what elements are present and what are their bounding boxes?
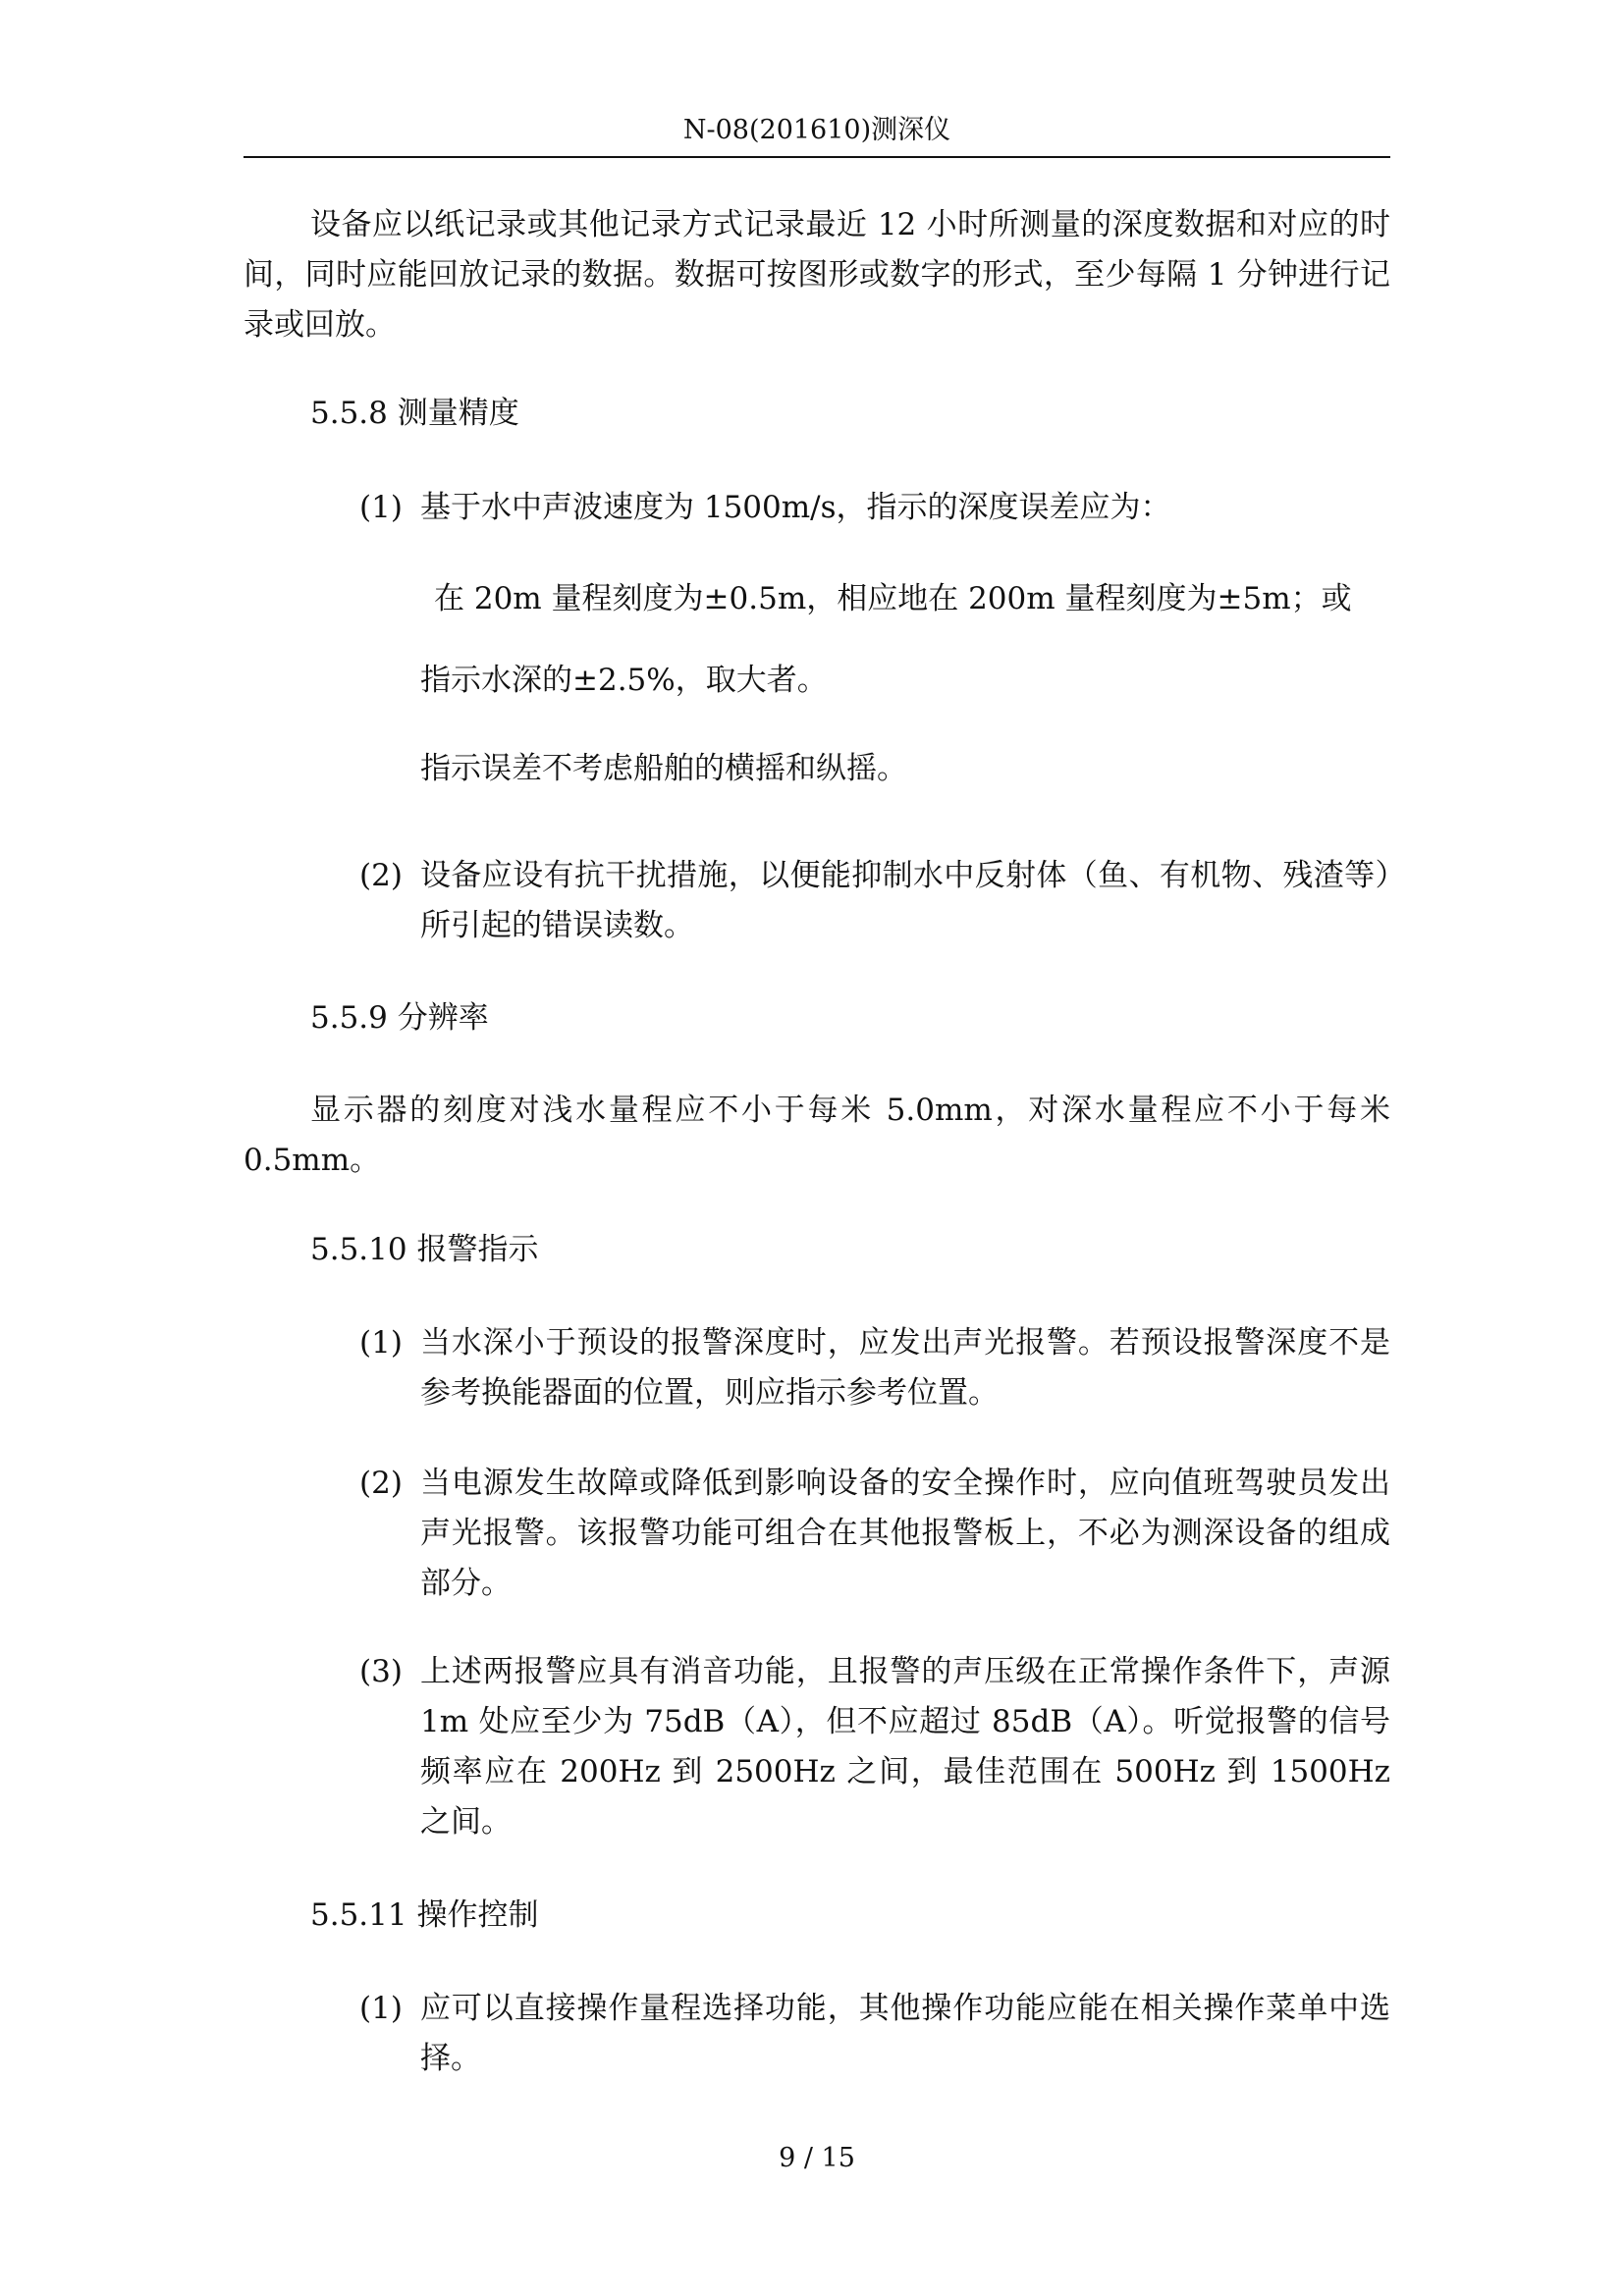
list-item-text: 应可以直接操作量程选择功能，其他操作功能应能在相关操作菜单中选择。	[420, 1991, 1390, 2076]
list-item-number: (2)	[359, 1466, 403, 1501]
list-item-5-5-8-2	[359, 851, 1390, 951]
section-heading-5-5-11: 5.5.11 操作控制	[310, 1897, 539, 1933]
intro-paragraph: 设备应以纸记录或其他记录方式记录最近 12 小时所测量的深度数据和对应的时间，同时应能回放记录的数据。数据可按图形或数字的形式，至少每隔 1 分钟进行记录或回放。	[244, 207, 1390, 343]
list-item-text: 上述两报警应具有消音功能，且报警的声压级在正常操作条件下，声源 1m 处应至少为 75dB（A），但不应超过 85dB（A）。听觉报警的信号频率应在 200Hz 到 2500Hz 之间，最佳范围在 500Hz 到 1500Hz 之间。	[420, 1654, 1390, 1840]
list-item-text: 设备应设有抗干扰措施，以便能抑制水中反射体（鱼、有机物、残渣等）所引起的错误读数。	[420, 858, 1390, 943]
list-item-5-5-10-1	[359, 1318, 1390, 1418]
page-header-title: N-08(201610)测深仪	[682, 115, 951, 145]
resolution-paragraph: 显示器的刻度对浅水量程应不小于每米 5.0mm，对深水量程应不小于每米 0.5mm。	[244, 1093, 1390, 1178]
list-item-5-5-8-1	[359, 483, 1390, 533]
list-item-text: 基于水中声波速度为 1500m/s，指示的深度误差应为：	[420, 490, 1171, 525]
list-item-text: 当水深小于预设的报警深度时，应发出声光报警。若预设报警深度不是参考换能器面的位置，则应指示参考位置。	[420, 1325, 1390, 1411]
section-heading-5-5-10: 5.5.10 报警指示	[310, 1232, 539, 1267]
list-item-number: (2)	[359, 858, 403, 893]
accuracy-line-2: 指示水深的±2.5%，取大者。	[420, 663, 828, 698]
section-heading-5-5-8: 5.5.8 测量精度	[310, 396, 519, 431]
list-item-number: (1)	[359, 490, 403, 525]
list-item-5-5-10-2	[359, 1459, 1390, 1609]
list-item-5-5-10-3	[359, 1647, 1390, 1847]
list-item-number: (3)	[359, 1654, 403, 1689]
list-item-5-5-11-1	[359, 1984, 1390, 2084]
page-number: 9 / 15	[779, 2143, 855, 2173]
accuracy-line-1: 在 20m 量程刻度为±0.5m，相应地在 200m 量程刻度为±5m；或	[434, 581, 1352, 616]
accuracy-line-3: 指示误差不考虑船舶的横摇和纵摇。	[420, 751, 907, 786]
section-heading-5-5-9: 5.5.9 分辨率	[310, 1000, 489, 1036]
list-item-number: (1)	[359, 1991, 403, 2026]
header-divider	[244, 156, 1390, 158]
list-item-number: (1)	[359, 1325, 403, 1361]
list-item-text: 当电源发生故障或降低到影响设备的安全操作时，应向值班驾驶员发出声光报警。该报警功能可组合在其他报警板上，不必为测深设备的组成部分。	[420, 1466, 1390, 1601]
